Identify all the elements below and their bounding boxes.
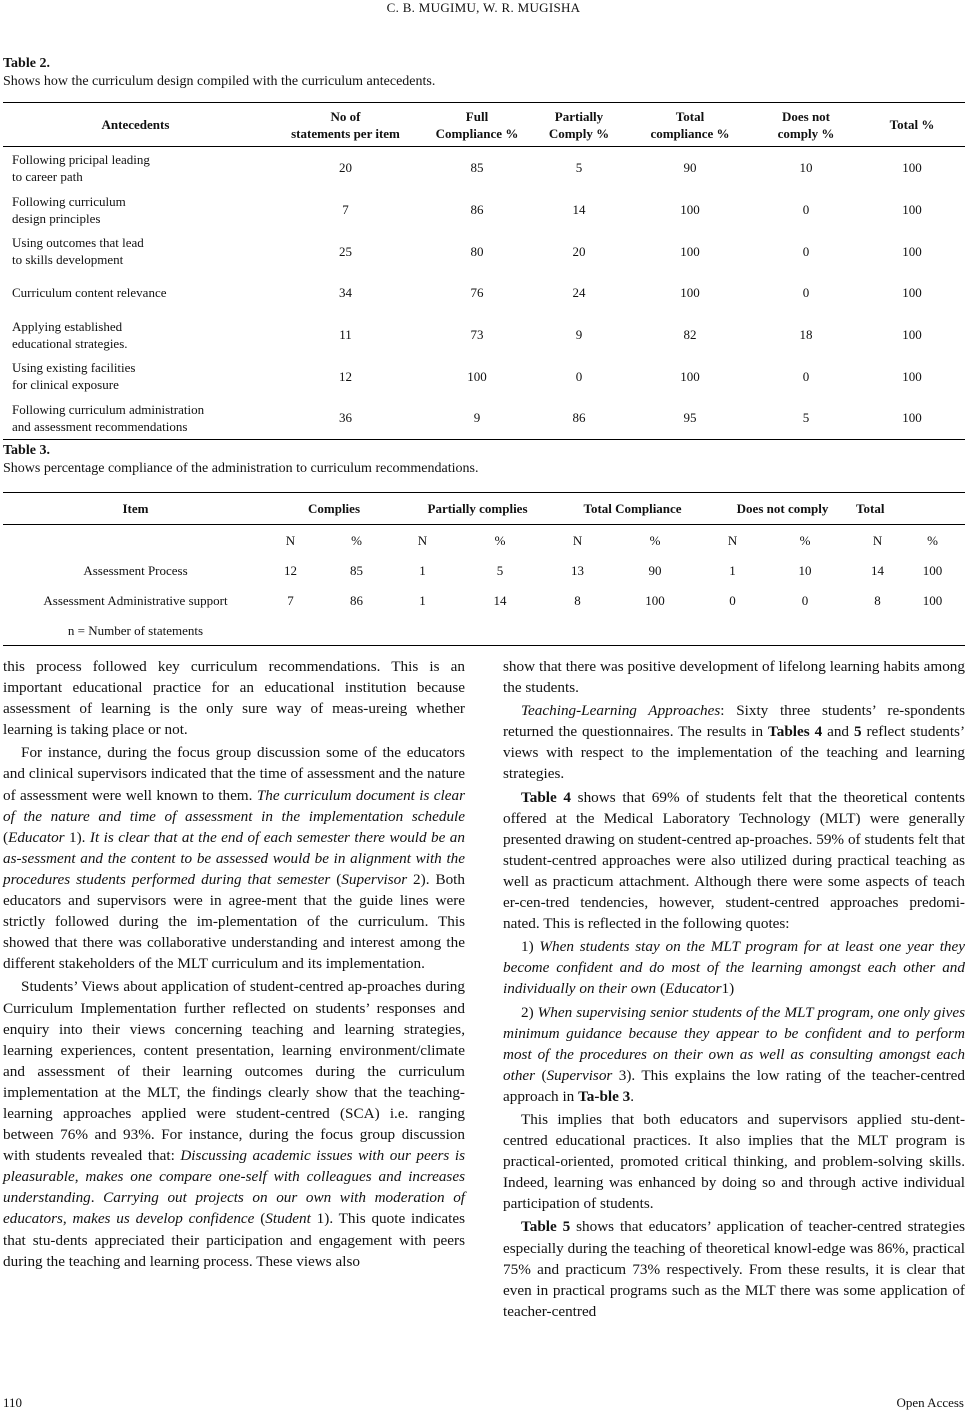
table-cell: 18 — [799, 327, 813, 343]
paragraph: For instance, during the focus group discussion some of the educators and clinical supervisors indicated that the time of assessment and the nature of assessment were well known to them. The curriculum document is clear of the nature and time of assessment in the implementation schedule (Educator 1). It is clear that at the end of each semester there would be an as-sessment and the content to be assessed would be in alignment with the procedures students performed during that semester (Supervisor 2). Both educators and supervisors were in agree-ment that the guide lines were strictly followed during the im-plementation of the curriculum. This showed that there was collaborative understanding and interest among the different stakeholders of the MLT curriculum and its implementation. — [3, 744, 465, 973]
subheader-cell: N — [572, 532, 583, 548]
table-cell: 100 — [902, 327, 922, 343]
table-cell: 0 — [729, 592, 736, 608]
table-cell: 5 — [575, 160, 583, 176]
table2-header-cell: Does not comply % — [777, 108, 835, 141]
table-cell: 85 — [470, 160, 484, 176]
table-cell: 86 — [470, 202, 484, 218]
table-cell: 12 — [284, 562, 297, 578]
table-cell: 1 — [419, 562, 426, 578]
table-cell: 13 — [571, 562, 585, 578]
table3-header-cell: Total Compliance — [583, 501, 682, 516]
table-row — [3, 355, 965, 397]
table-cell: 100 — [902, 202, 922, 218]
table-cell: 5 — [802, 410, 810, 426]
table3-subheader-row — [3, 525, 965, 556]
subheader-cell: % — [927, 532, 938, 548]
table-row — [3, 397, 965, 439]
item-cell: Assessment Process — [83, 562, 188, 578]
table-cell: 100 — [902, 368, 922, 384]
table-cell: 14 — [493, 592, 507, 608]
table-cell: 95 — [683, 410, 697, 426]
item-cell: Assessment Administrative support — [43, 592, 228, 608]
table-row — [3, 230, 965, 272]
table-cell: 100 — [902, 243, 922, 259]
table3-header-cell: Does not comply — [736, 501, 829, 516]
table-cell: 85 — [350, 562, 363, 578]
antecedent-cell: Following curriculum administration and assessment recommendations — [12, 401, 205, 434]
table-cell: 80 — [470, 243, 484, 259]
table-cell: 100 — [467, 368, 487, 384]
table-cell: 10 — [798, 562, 812, 578]
table2-header-cell: Partially Comply % — [548, 108, 610, 141]
table2-header-cell: Antecedents — [101, 117, 170, 132]
table-cell: 86 — [350, 592, 363, 608]
table-cell: 11 — [339, 327, 352, 343]
subheader-cell: % — [494, 532, 506, 548]
antecedent-cell: Using existing facilities for clinical exposure — [12, 360, 136, 393]
paragraph: This implies that both educators and supervisors applied stu-dent-centred educational practices. It also implies that the MLT program is practical-oriented, promoted critical thinking, and problem-solving skills. Indeed, learning was enhanced by doing so and through active individual participation of students. — [503, 1110, 965, 1213]
table-cell: 100 — [902, 410, 922, 426]
table3-header-cell: Total — [856, 501, 885, 516]
running-head: C. B. MUGIMU, W. R. MUGISHA — [386, 0, 581, 15]
table2-title: Table 2. — [3, 56, 50, 71]
table-cell: 20 — [339, 160, 352, 176]
table-cell: 14 — [871, 562, 885, 578]
table2-caption: Shows how the curriculum design compiled with the curriculum antecedents. — [3, 74, 436, 89]
subheader-cell: N — [872, 532, 883, 548]
table3-title: Table 3. — [3, 443, 50, 458]
table-cell: 9 — [473, 410, 481, 426]
table-cell — [3, 525, 268, 556]
table-cell: 8 — [574, 592, 581, 608]
table-cell: 86 — [572, 410, 586, 426]
table-cell: 76 — [470, 285, 484, 301]
table-row — [3, 314, 965, 356]
table2-header-cell: No of statements per item — [291, 108, 400, 141]
table-cell: 100 — [902, 160, 922, 176]
table2-header-cell: Full Compliance % — [435, 108, 519, 141]
table-cell: 36 — [339, 410, 352, 426]
table-cell: 73 — [470, 327, 484, 343]
table-cell: 34 — [339, 285, 352, 301]
table-row — [3, 189, 965, 231]
table-cell: 0 — [801, 592, 809, 608]
table-cell: 90 — [683, 160, 697, 176]
table-cell: 100 — [645, 592, 665, 608]
subheader-cell: % — [649, 532, 661, 548]
table-cell: 100 — [680, 202, 700, 218]
paragraph: 2) When supervising senior students of the MLT program, one only gives minimum guidance because they appear to be confident and to perform most of the procedures on their own as well as consulting amongst each other (Supervisor 3). This explains the low rating of the teacher-centred approach in Ta-ble 3. — [503, 1003, 966, 1105]
table3-header-cell: Partially complies — [427, 501, 528, 516]
table-cell: 7 — [342, 202, 349, 218]
paragraph: 1) When students stay on the MLT program for at least one year they become confident and do most of the learning amongst each other and individually on their own (Educator1) — [503, 938, 965, 998]
paragraph: this process followed key curriculum recommendations. This is an important educational practice for an educational institution because assessment of learning is the only sure way of meas-ureing whether learning is taking place or not. — [3, 658, 465, 739]
table-cell: 0 — [802, 285, 810, 301]
table2 — [3, 102, 965, 440]
paragraph: show that there was positive development of lifelong learning habits among the students. — [503, 658, 965, 697]
table-cell: 1 — [419, 592, 426, 608]
table-cell: 8 — [874, 592, 881, 608]
table2-header-row — [3, 103, 965, 147]
table-cell: 9 — [575, 327, 583, 343]
table-cell: 10 — [799, 160, 813, 176]
antecedent-cell: Following pricipal leading to career path — [12, 151, 150, 184]
table3-note-row — [3, 615, 965, 646]
table-cell: 5 — [496, 562, 504, 578]
table-cell: 7 — [287, 592, 294, 608]
footer-label: Open Access — [896, 1395, 964, 1410]
subheader-cell: % — [799, 532, 811, 548]
table3-header-row — [3, 493, 965, 525]
table-cell: 0 — [802, 202, 810, 218]
page-number: 110 — [3, 1395, 23, 1410]
paragraph: Table 4 shows that 69% of students felt that the theoretical contents offered at the Medical Laboratory Technology (MLT) were generally presented drawing on student-centred ap-proaches. 59% of students felt that student-centred approaches were also utilized during practical teaching as well as practicum attachment. Although there were some aspects of teach er-cen-tred tendencies, however, student-centred approaches predomi-nated. This is reflected in the following quotes: — [503, 788, 965, 933]
table-row — [3, 585, 965, 615]
table-cell: 20 — [572, 243, 586, 259]
table-row — [3, 272, 965, 314]
table-cell: 82 — [683, 327, 697, 343]
subheader-cell: N — [727, 532, 738, 548]
table3-header-cell: Complies — [308, 501, 360, 516]
table-cell: 25 — [339, 243, 352, 259]
table2-header-cell: Total % — [889, 117, 935, 132]
table3-header-cell: Item — [122, 501, 149, 516]
paragraph: Teaching-Learning Approaches: Sixty three students’ re-spondents returned the questionnaires. The results in Tables 4 and 5 reflect students’ views with respect to the implementation of the teaching and learning strategies. — [503, 702, 966, 783]
table-row — [3, 147, 965, 189]
table-cell: 0 — [802, 368, 810, 384]
table-cell: 100 — [922, 562, 943, 578]
table-cell: 24 — [572, 285, 586, 301]
table-cell: 0 — [802, 243, 810, 259]
table-cell: 14 — [572, 202, 586, 218]
antecedent-cell: Following curriculum design principles — [12, 193, 126, 226]
table-cell: 100 — [922, 592, 943, 608]
table2-header-cell: Total compliance % — [650, 108, 730, 141]
left-column — [3, 656, 465, 1272]
paragraph: Table 5 shows that educators’ application of teacher-centred strategies especially during the teaching of theoretical knowl-edge was 86%, practical 75% and practicum 73% respectively. From these results, it is clear that even in practical programs such as the MLT there was some application of teacher-centred — [503, 1218, 965, 1320]
right-column — [503, 656, 965, 1322]
table-cell: 100 — [680, 285, 700, 301]
subheader-cell: N — [285, 532, 296, 548]
paragraph: Students’ Views about application of student-centred ap-proaches during Curriculum Implementation further reflected on students’ responses and enquiry into their views concerning teaching and learning strategies, learning experiences, content presentation, learning environment/climate and assessment of their learning outcomes during the curriculum implementation at the MLT, the findings clearly show that the teaching-learning approaches applied were student-centred (SCA) i.e. ranging between 76% and 93%. For instance, during the focus group discussion with students revealed that: Discussing academic issues with our peers is pleasurable, makes one compare one-self with colleagues and increases understanding. Carrying out projects on our own with moderation of educators, makes us develop confidence (Student 1). This quote indicates that stu-dents appreciated their participation and engagement with peers during the teaching and learning process. These views also — [3, 978, 466, 1270]
table-cell: 100 — [680, 243, 700, 259]
table-cell: 1 — [729, 562, 736, 578]
table3-caption: Shows percentage compliance of the administration to curriculum recommendations. — [3, 461, 479, 476]
table-cell: 100 — [680, 368, 700, 384]
antecedent-cell: Curriculum content relevance — [12, 285, 167, 301]
table-note: n = Number of statements — [67, 622, 204, 638]
subheader-cell: N — [417, 532, 428, 548]
subheader-cell: % — [351, 532, 362, 548]
table-row — [3, 555, 965, 585]
antecedent-cell: Applying established educational strategies. — [12, 318, 128, 351]
antecedent-cell: Using outcomes that lead to skills development — [12, 235, 144, 268]
table-cell: 100 — [902, 285, 922, 301]
table-cell: 12 — [339, 368, 352, 384]
table-cell: 90 — [648, 562, 662, 578]
table3 — [3, 492, 965, 646]
table-cell: 0 — [575, 368, 583, 384]
